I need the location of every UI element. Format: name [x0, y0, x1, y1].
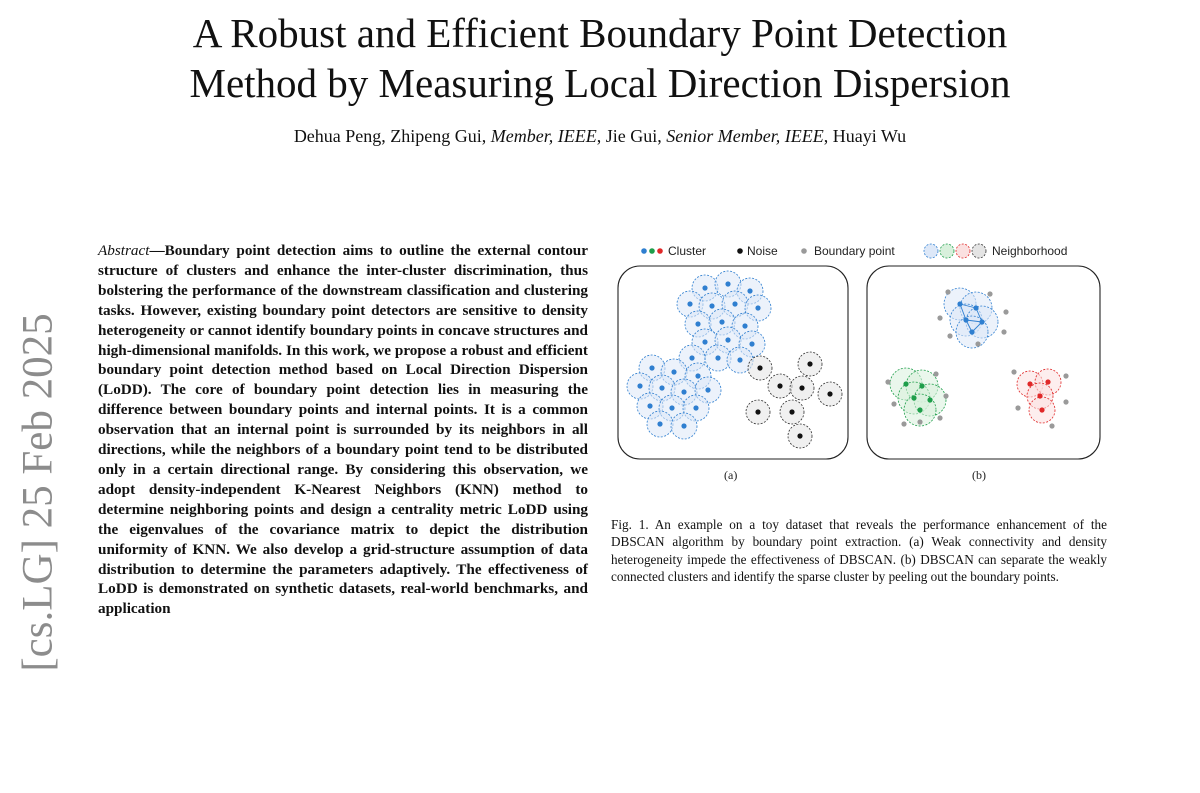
abstract-heading: Abstract [98, 242, 150, 259]
cluster-point [659, 385, 664, 390]
boundary-point [1001, 329, 1006, 334]
legend-neighborhood-red [956, 244, 970, 258]
cluster-point [649, 365, 654, 370]
cluster-point [647, 403, 652, 408]
boundary-point [891, 401, 896, 406]
cluster-point [725, 281, 730, 286]
cluster-point [719, 319, 724, 324]
noise-point [797, 433, 802, 438]
legend-neighborhood-label: Neighborhood [992, 244, 1068, 258]
legend-boundary-dot [801, 248, 807, 254]
cluster-point [732, 301, 737, 306]
noise-point [799, 385, 804, 390]
cluster-point [725, 337, 730, 342]
boundary-point [901, 421, 906, 426]
cluster-point [681, 389, 686, 394]
author-list: Dehua Peng, Zhipeng Gui, Member, IEEE, Jie Gui, Senior Member, IEEE, Huayi Wu [293, 126, 907, 146]
legend-cluster-dot-red [657, 248, 663, 254]
figure-caption: Fig. 1. An example on a toy dataset that reveals the performance enhancement of the DBSCAN algorithm by boundary point extraction. (a) Weak connectivity and density heterogeneity impede the effectiveness of DBSCAN. (b) DBSCAN can separate the weakly connected clusters and identify the sparse cluster by peeling out the boundary points. [611, 517, 1107, 585]
noise-point [827, 391, 832, 396]
cluster-point [969, 329, 974, 334]
boundary-point [975, 341, 980, 346]
cluster-point [657, 421, 662, 426]
boundary-point [987, 291, 992, 296]
boundary-point [1011, 369, 1016, 374]
cluster-point [963, 317, 968, 322]
cluster-point [693, 405, 698, 410]
boundary-point [937, 415, 942, 420]
arxiv-stamp: [cs.LG] 25 Feb 2025 [14, 313, 62, 672]
boundary-point [1063, 373, 1068, 378]
cluster-point [755, 305, 760, 310]
cluster-point [911, 395, 916, 400]
legend-neighborhood-gray [972, 244, 986, 258]
cluster-point [927, 397, 932, 402]
legend-noise-dot [737, 248, 743, 254]
figure-1 [610, 236, 1110, 492]
noise-point [755, 409, 760, 414]
boundary-point [943, 393, 948, 398]
cluster-point [957, 301, 962, 306]
author-affiliation: Senior Member, IEEE [666, 126, 824, 146]
cluster-point [1027, 381, 1032, 386]
cluster-point [715, 355, 720, 360]
author-name: Dehua Peng [293, 126, 382, 146]
legend-boundary-label: Boundary point [814, 244, 895, 258]
cluster-point [919, 383, 924, 388]
cluster-point [687, 301, 692, 306]
author-name: Jie Gui [605, 126, 658, 146]
cluster-point [1039, 407, 1044, 412]
cluster-point [695, 321, 700, 326]
cluster-point [637, 383, 642, 388]
cluster-point [749, 341, 754, 346]
abstract-text: —Boundary point detection aims to outline the external contour structure of clusters and enhance the inter-cluster discrimination, thus bolstering the performance of the downstream classification and clustering tasks. However, existing boundary point detectors are sensitive to density heterogeneity or cannot identify boundary points in concave structures and high-dimensional manifolds. In this work, we propose a robust and efficient boundary point detection method based on Local Direction Dispersion (LoDD). The core of boundary point detection lies in measuring the difference between boundary points and internal points. It is a common observation that an internal point is surrounded by its neighbors in all directions, while the neighbors of a boundary point tend to be distributed only in a certain directional range. By considering this observation, we adopt density-independent K-Nearest Neighbors (KNN) method to determine neighboring points and design a centrality metric LoDD using the eigenvalues of the covariance matrix to depict the distribution uniformity of KNN. We also develop a grid-structure assumption of data distribution to determine the parameters adaptively. The effectiveness of LoDD is demonstrated on synthetic datasets, real-world benchmarks, and application [98, 242, 588, 618]
boundary-point [1049, 423, 1054, 428]
author-name: Zhipeng Gui [390, 126, 482, 146]
cluster-point [695, 373, 700, 378]
figure-legend [641, 244, 1067, 258]
boundary-point [1003, 309, 1008, 314]
noise-point [789, 409, 794, 414]
boundary-point [1015, 405, 1020, 410]
legend-noise-label: Noise [747, 244, 778, 258]
noise-point [777, 383, 782, 388]
legend-cluster-label: Cluster [668, 244, 707, 258]
boundary-point [947, 333, 952, 338]
paper-title [0, 8, 1200, 108]
author-name: Huayi Wu [832, 126, 907, 146]
cluster-point [973, 305, 978, 310]
boundary-point [1063, 399, 1068, 404]
panel-a-label: (a) [724, 468, 738, 482]
noise-point [807, 361, 812, 366]
cluster-point [742, 323, 747, 328]
boundary-point [885, 379, 890, 384]
legend-neighborhood-green [940, 244, 954, 258]
title-line-1: A Robust and Efficient Boundary Point Detection [192, 10, 1008, 56]
abstract [98, 241, 588, 619]
cluster-point [1037, 393, 1042, 398]
cluster-point [705, 387, 710, 392]
noise-point [757, 365, 762, 370]
cluster-point [1045, 379, 1050, 384]
legend-neighborhood-blue [924, 244, 938, 258]
boundary-point [917, 419, 922, 424]
legend-cluster-dot-green [649, 248, 655, 254]
cluster-point [709, 303, 714, 308]
cluster-point [747, 288, 752, 293]
cluster-point [917, 407, 922, 412]
cluster-point [702, 339, 707, 344]
cluster-point [681, 423, 686, 428]
cluster-point [737, 357, 742, 362]
author-affiliation: Member, IEEE [490, 126, 597, 146]
boundary-point [933, 371, 938, 376]
cluster-point [979, 319, 984, 324]
cluster-point [669, 405, 674, 410]
cluster-point [671, 369, 676, 374]
cluster-point [903, 381, 908, 386]
legend-cluster-dot-blue [641, 248, 647, 254]
title-line-2: Method by Measuring Local Direction Dispersion [189, 60, 1011, 106]
panel-b-label: (b) [972, 468, 986, 482]
cluster-point [689, 355, 694, 360]
boundary-point [945, 289, 950, 294]
boundary-point [937, 315, 942, 320]
cluster-point [702, 285, 707, 290]
